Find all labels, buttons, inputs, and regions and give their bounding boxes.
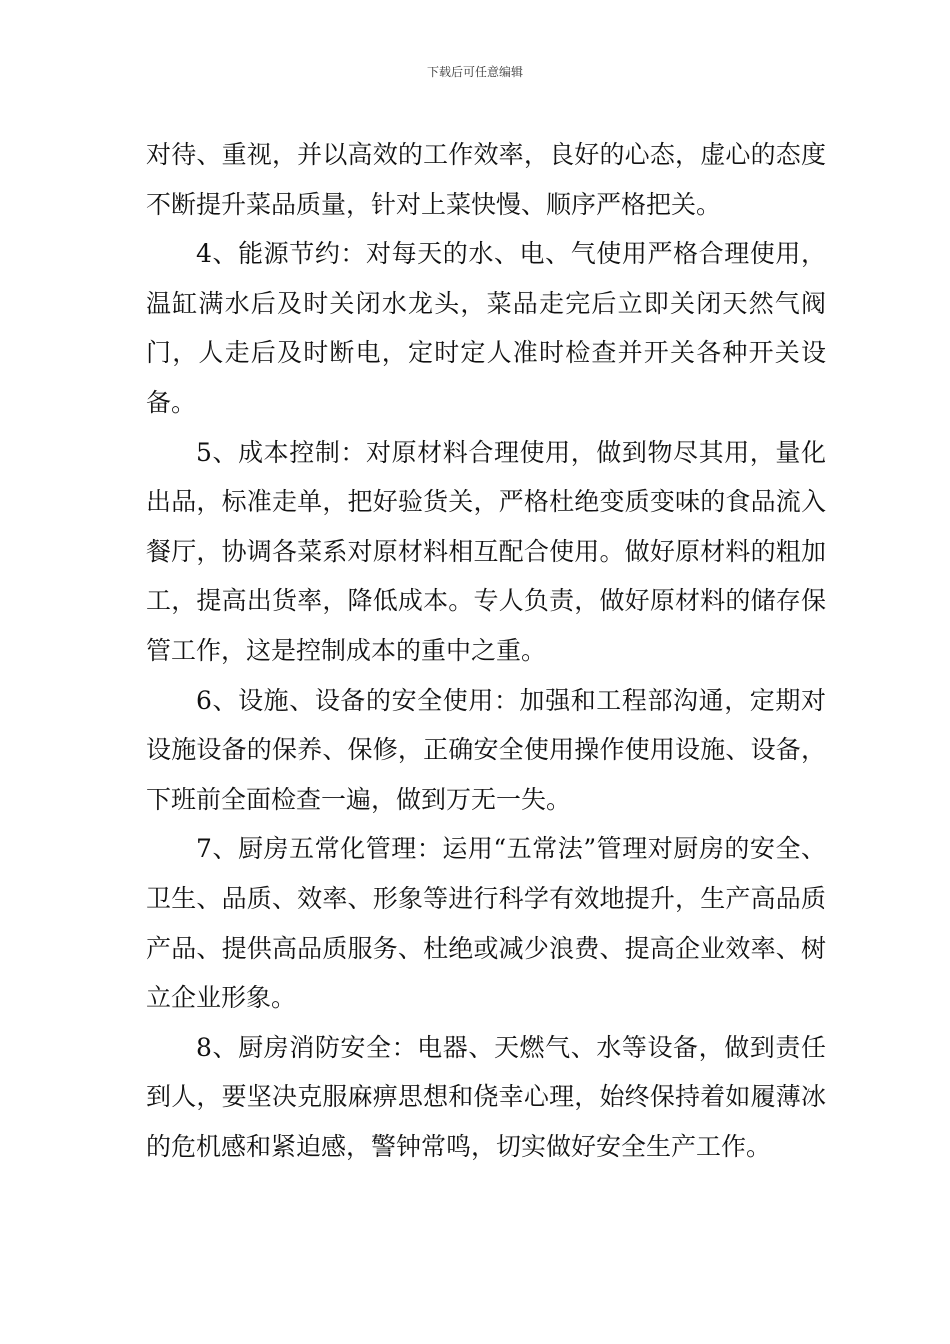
paragraph-fire-safety: 8、厨房消防安全：电器、天燃气、水等设备，做到责任到人，要坚决克服麻痹思想和侥幸心理，始终保持着如履薄冰的危机感和紧迫感，警钟常鸣，切实做好安全生产工作。: [146, 1032, 826, 1161]
page-header: 下载后可任意编辑: [426, 65, 523, 79]
paragraph-continuation: 对待、重视，并以高效的工作效率，良好的心态，虚心的态度不断提升菜品质量，针对上菜快慢、顺序严格把关。: [146, 140, 826, 219]
paragraph-cost-control: 5、成本控制：对原材料合理使用，做到物尽其用，量化出品，标准走单，把好验货关，严格杜绝变质变味的食品流入餐厅，协调各菜系对原材料相互配合使用。做好原材料的粗加工，提高出货率，降低成本。专人负责，做好原材料的储存保管工作，这是控制成本的重中之重。: [146, 437, 826, 665]
paragraph-energy-saving: 4、能源节约：对每天的水、电、气使用严格合理使用，温缸满水后及时关闭水龙头，菜品走完后立即关闭天然气阀门，人走后及时断电，定时定人准时检查并开关各种开关设备。: [146, 239, 826, 417]
paragraph-equipment-safety: 6、设施、设备的安全使用：加强和工程部沟通，定期对设施设备的保养、保修，正确安全使用操作使用设施、设备，下班前全面检查一遍，做到万无一失。: [146, 685, 826, 814]
paragraph-five-s-management: 7、厨房五常化管理：运用“五常法”管理对厨房的安全、卫生、品质、效率、形象等进行科学有效地提升，生产高品质产品、提供高品质服务、杜绝或减少浪费、提高企业效率、树立企业形象。: [146, 834, 826, 1013]
document-body: [146, 130, 826, 1171]
